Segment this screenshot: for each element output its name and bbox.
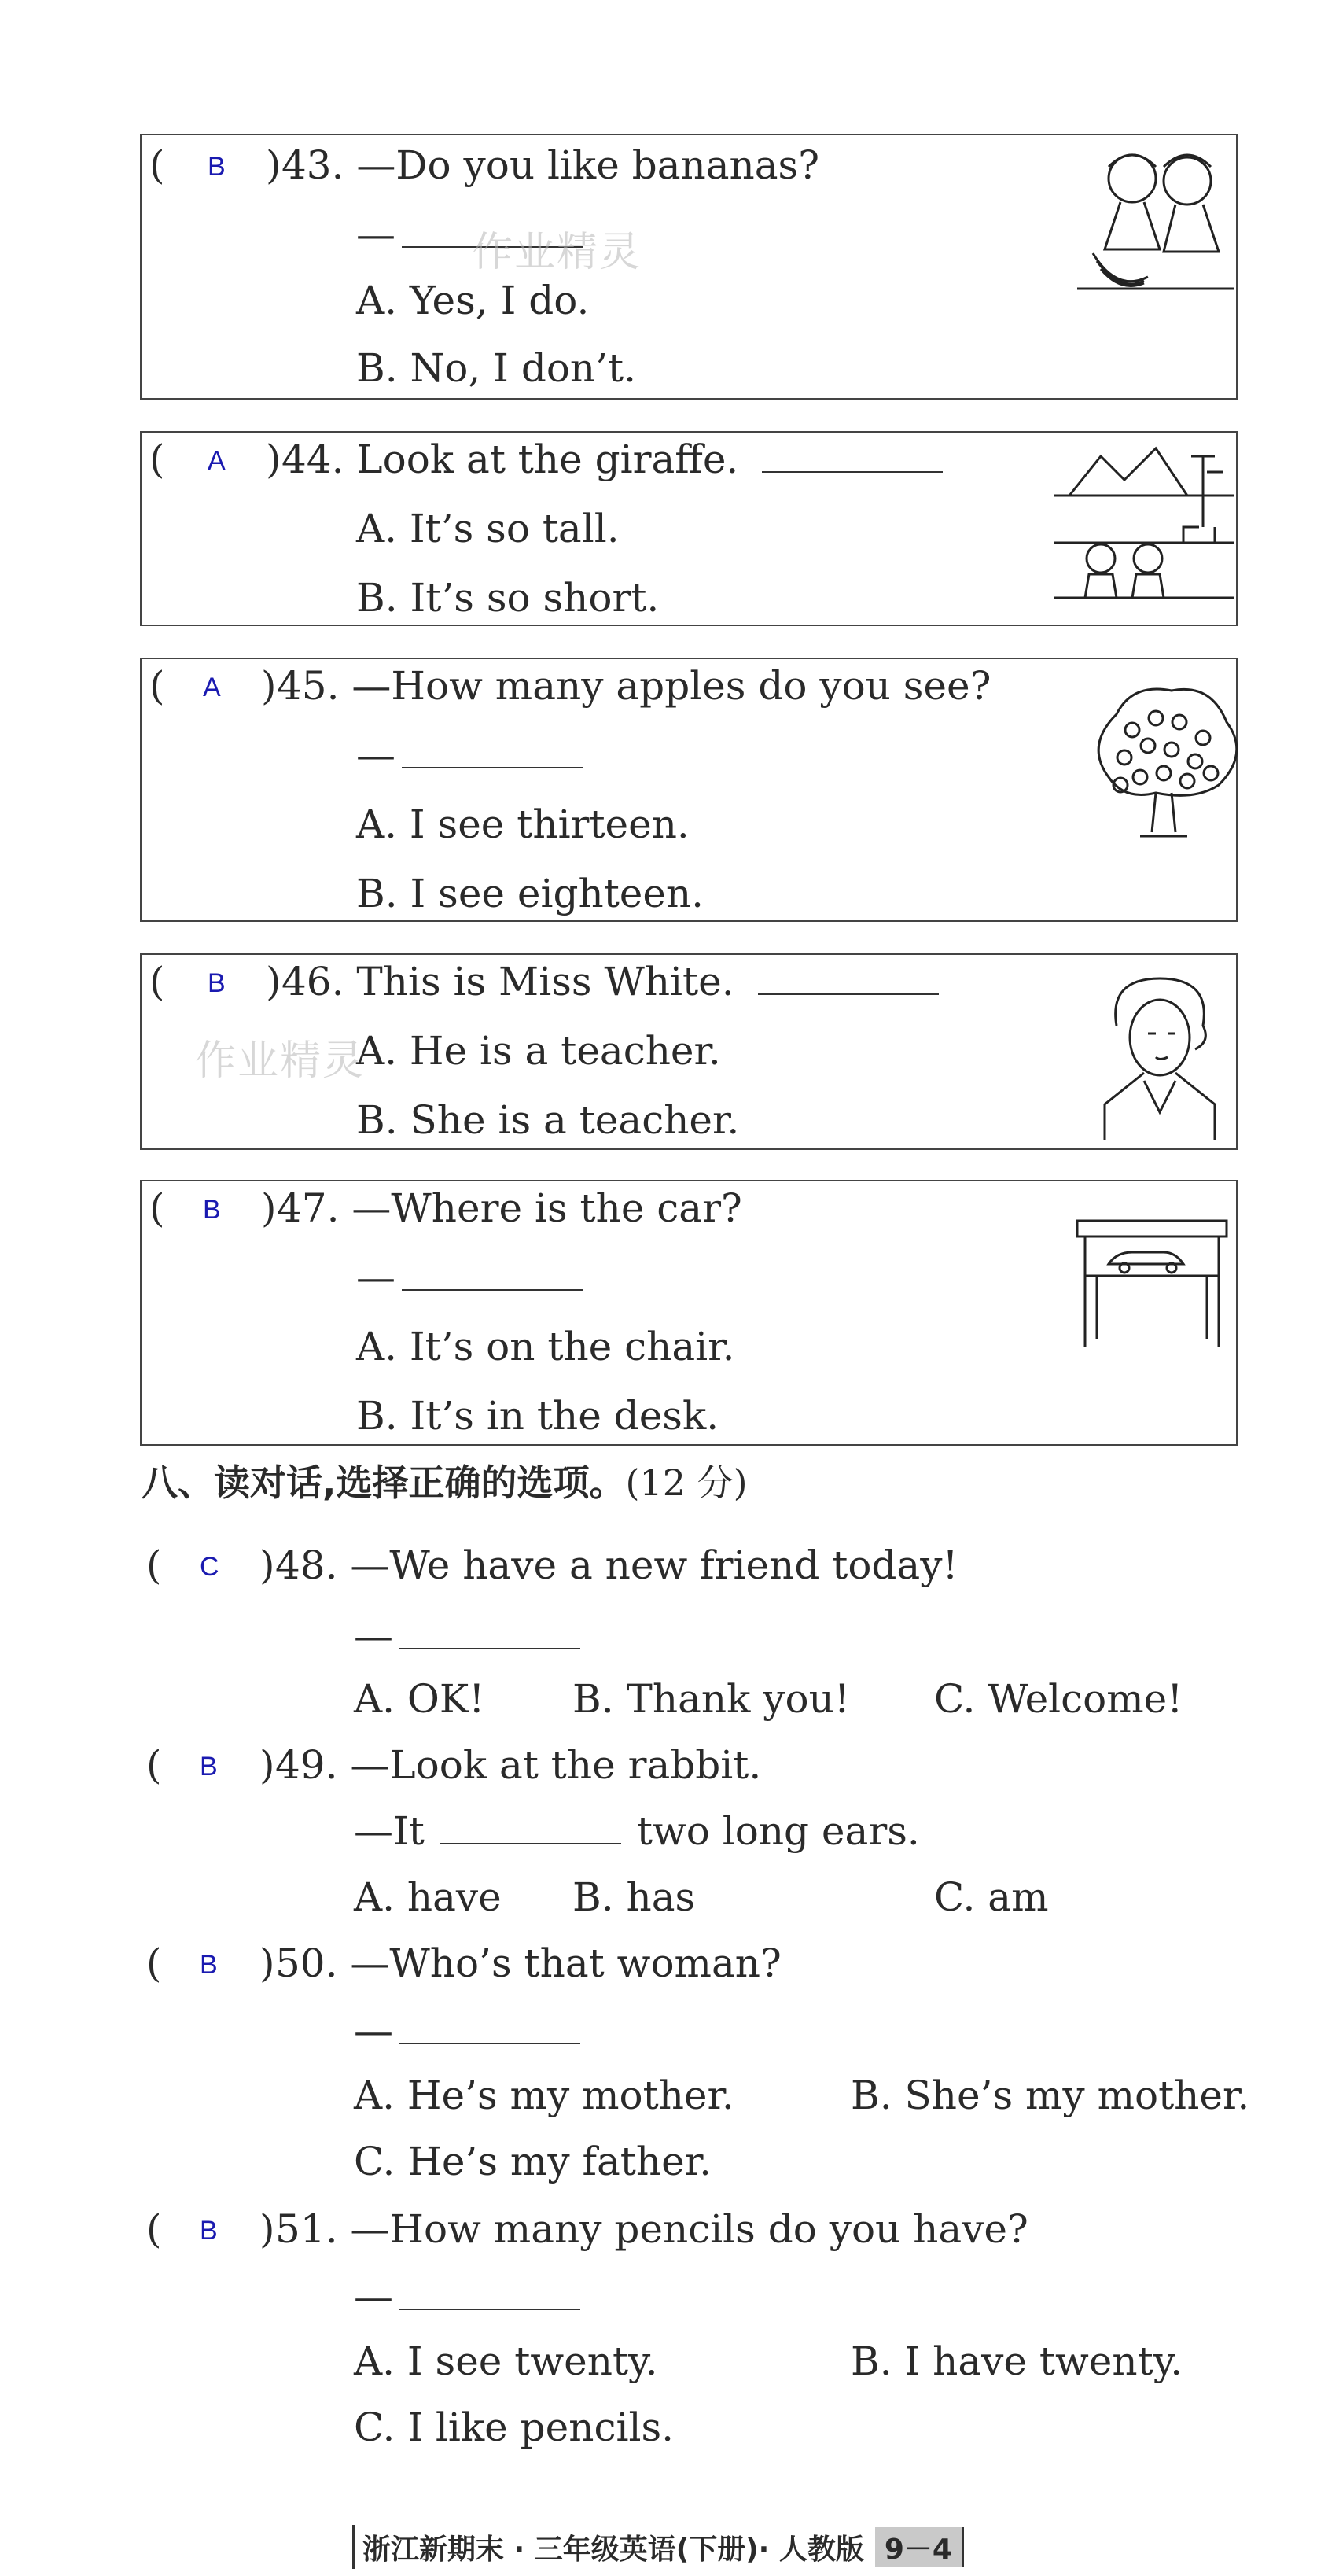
reply-line xyxy=(354,2273,580,2320)
reply-dash: — xyxy=(354,2008,393,2054)
option-c: C. I like pencils. xyxy=(354,2405,675,2450)
car-in-desk-picture xyxy=(1069,1205,1234,1354)
paren-open: ( xyxy=(146,2206,162,2252)
option-b: B. I see eighteen. xyxy=(356,871,704,916)
woman-portrait-picture xyxy=(1085,971,1234,1144)
paren-open: ( xyxy=(149,959,165,1004)
section-heading xyxy=(142,1459,748,1506)
option-a: A. OK! xyxy=(354,1676,485,1722)
answer-blank xyxy=(399,1616,580,1649)
paren-open: ( xyxy=(149,663,165,709)
answer-blank xyxy=(402,1258,583,1291)
paren-open: ( xyxy=(146,1542,162,1588)
option-a: A. It’s so tall. xyxy=(356,506,620,551)
reply-line xyxy=(356,732,583,779)
question-stem: 47. —Where is the car? xyxy=(277,1185,742,1231)
question-stem: 43. —Do you like bananas? xyxy=(281,142,820,188)
reply-dash: — xyxy=(354,2274,393,2320)
answer-mark: B xyxy=(200,1752,218,1782)
question-stem xyxy=(281,436,943,483)
answer-mark: B xyxy=(208,968,226,998)
reply-dash: — xyxy=(356,212,395,257)
paren-close: ) xyxy=(266,959,281,1004)
question-stem: 48. —We have a new friend today! xyxy=(275,1542,958,1588)
paren-open: ( xyxy=(149,1185,165,1231)
page-footer xyxy=(352,2525,964,2569)
answer-mark: A xyxy=(203,673,221,702)
option-b: B. No, I don’t. xyxy=(356,345,637,391)
giraffe-at-zoo-picture xyxy=(1054,440,1234,617)
stem-text: 46. This is Miss White. xyxy=(281,959,734,1004)
stem-text: 44. Look at the giraffe. xyxy=(281,437,739,482)
option-b: B. Thank you! xyxy=(572,1676,850,1722)
reply-line xyxy=(354,1808,920,1855)
option-c: C. am xyxy=(934,1874,1049,1920)
question-stem xyxy=(281,958,939,1005)
watermark: 作业精灵 xyxy=(472,229,642,276)
section-points: (12 分) xyxy=(625,1461,748,1504)
paren-close: ) xyxy=(259,1742,275,1788)
section-title-text: 八、读对话,选择正确的选项。 xyxy=(142,1461,626,1504)
reply-dash: — xyxy=(356,1255,395,1300)
question-stem: 45. —How many apples do you see? xyxy=(277,663,991,709)
reply-after: two long ears. xyxy=(636,1808,920,1854)
answer-blank xyxy=(758,962,939,995)
footer-text: 浙江新期末 · 三年级英语(下册)· 人教版 xyxy=(362,2533,864,2566)
question-45-box xyxy=(140,658,1238,922)
paren-close: ) xyxy=(266,437,281,482)
paren-close: ) xyxy=(261,663,277,709)
reply-dash: — xyxy=(354,1613,393,1659)
option-a: A. I see thirteen. xyxy=(356,802,690,847)
paren-close: ) xyxy=(266,142,281,188)
option-b: B. I have twenty. xyxy=(851,2338,1183,2384)
paren-open: ( xyxy=(146,1940,162,1986)
question-stem: 49. —Look at the rabbit. xyxy=(275,1742,762,1788)
option-a: A. Yes, I do. xyxy=(356,278,590,323)
paren-open: ( xyxy=(146,1742,162,1788)
answer-mark: A xyxy=(208,446,226,476)
paren-close: ) xyxy=(259,1940,275,1986)
paren-open: ( xyxy=(149,437,165,482)
answer-blank xyxy=(399,2011,580,2044)
apple-tree-picture xyxy=(1085,683,1242,840)
option-a: A. He’s my mother. xyxy=(354,2073,734,2118)
paren-close: ) xyxy=(261,1185,277,1231)
answer-mark: B xyxy=(200,1950,218,1980)
reply-line xyxy=(354,2007,580,2055)
option-a: A. I see twenty. xyxy=(354,2338,658,2384)
question-stem: 50. —Who’s that woman? xyxy=(275,1940,782,1986)
paren-close: ) xyxy=(259,2206,275,2252)
option-c: C. He’s my father. xyxy=(354,2139,712,2184)
answer-mark: B xyxy=(203,1195,221,1225)
question-44-box xyxy=(140,431,1238,626)
option-c: C. Welcome! xyxy=(934,1676,1183,1722)
answer-blank xyxy=(762,440,943,473)
option-a: A. It’s on the chair. xyxy=(356,1324,735,1369)
option-b: B. It’s so short. xyxy=(356,575,660,621)
reply-dash: — xyxy=(356,732,395,778)
answer-blank xyxy=(399,2277,580,2310)
option-a: A. have xyxy=(354,1874,502,1920)
answer-blank xyxy=(402,735,583,768)
option-b: B. She is a teacher. xyxy=(356,1097,740,1143)
watermark: 作业精灵 xyxy=(195,1037,366,1085)
answer-mark: C xyxy=(200,1552,219,1582)
answer-mark: B xyxy=(208,152,226,182)
question-47-box xyxy=(140,1180,1238,1446)
option-b: B. It’s in the desk. xyxy=(356,1393,719,1439)
question-43-box xyxy=(140,134,1238,400)
page-number: 9－4 xyxy=(875,2527,964,2567)
option-b: B. has xyxy=(572,1874,696,1920)
answer-blank xyxy=(440,1811,621,1844)
question-stem: 51. —How many pencils do you have? xyxy=(275,2206,1028,2252)
option-b: B. She’s my mother. xyxy=(851,2073,1250,2118)
option-a: A. He is a teacher. xyxy=(356,1028,721,1074)
reply-line xyxy=(354,1612,580,1660)
reply-before: —It xyxy=(354,1808,425,1854)
reply-line xyxy=(356,1254,583,1301)
answer-mark: B xyxy=(200,2216,218,2246)
paren-open: ( xyxy=(149,142,165,188)
two-girls-with-bananas-picture xyxy=(1077,143,1234,300)
paren-close: ) xyxy=(259,1542,275,1588)
